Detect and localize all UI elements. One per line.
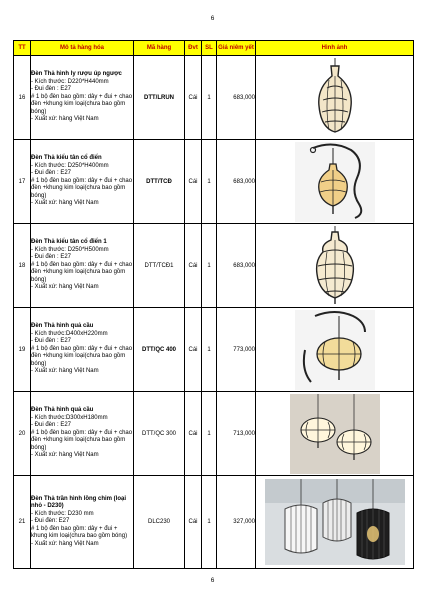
spec-line: # 1 bộ đèn bao gồm: dây + đui + chao đèn +khung kim loại(chưa bao gồm bóng): [31, 177, 133, 199]
price: 683,000: [217, 56, 256, 140]
row-description: [31, 392, 134, 476]
spec-line: - Đui đèn : E27: [31, 254, 72, 261]
spec-line: # 1 bộ đèn bao gồm: dây + đui + chao đèn +khung kim loại(chưa bao gồm bóng): [31, 261, 133, 283]
spec-line: # 1 bộ đèn bao gồm: dây + đui + chao đèn +khung kim loại(chưa bao gồm bóng): [31, 93, 133, 115]
product-title: Đèn Thả kiểu tân cổ điển 1: [31, 239, 107, 246]
quantity: 1: [202, 140, 217, 224]
product-photo: [256, 392, 414, 476]
row-number: 20: [14, 392, 31, 476]
quantity: 1: [202, 392, 217, 476]
row-description: [31, 224, 134, 308]
product-code: DTT/TCĐ1: [134, 224, 185, 308]
header-image: Hình ảnh: [256, 41, 414, 56]
header-description: Mô tả hàng hóa: [31, 41, 134, 56]
quantity: 1: [202, 56, 217, 140]
price: 327,000: [217, 476, 256, 569]
product-code: DTT/QC 400: [134, 308, 185, 392]
page-number-top: 6: [210, 15, 215, 22]
lamp-wine-glass-icon: [305, 58, 365, 138]
spec-line: - Xuất xứ: hàng Việt Nam: [31, 368, 99, 375]
row-description: [31, 140, 134, 224]
spec-line: # 1 bộ đèn bao gồm: dây + đui + khung kim loại(chưa bao gồm bóng): [31, 525, 128, 540]
spec-line: - Xuất xứ: hàng Việt Nam: [31, 540, 99, 547]
spec-line: - Xuất xứ: hàng Việt Nam: [31, 200, 99, 207]
table-row: [14, 224, 414, 308]
product-title: Đèn Thả trần hình lồng chim (loại nhỏ - D230): [31, 495, 127, 510]
unit: Cái: [185, 308, 202, 392]
product-title: Đèn Thả hình quả cầu: [31, 407, 94, 414]
lamp-neoclassical-arm-icon: [295, 142, 375, 222]
row-description: [31, 56, 134, 140]
spec-line: - Xuất xứ: hàng Việt Nam: [31, 452, 99, 459]
price: 773,000: [217, 308, 256, 392]
spec-line: - Kích thước: D250*H400mm: [31, 162, 109, 169]
spec-line: - Kích thước:D300xH180mm: [31, 414, 108, 421]
product-title: Đèn Thả kiểu tân cổ điển: [31, 155, 102, 162]
unit: Cái: [185, 476, 202, 569]
spec-line: - Kích thước: D230 mm: [31, 510, 94, 517]
spec-line: - Đui đèn : E27: [31, 338, 72, 345]
spec-line: - Kích thước: D250*H500mm: [31, 246, 109, 253]
table-row: [14, 56, 414, 140]
spec-line: # 1 bộ đèn bao gồm: dây + đui + chao đèn +khung kim loại(chưa bao gồm bóng): [31, 345, 133, 367]
table-row: [14, 392, 414, 476]
spec-line: - Đui đèn : E27: [31, 422, 72, 429]
header-price: Giá niêm yết: [217, 41, 256, 56]
product-title: Đèn Thả hình quả cầu: [31, 323, 94, 330]
row-description: [31, 308, 134, 392]
product-code: DTT/TCĐ: [134, 140, 185, 224]
row-number: 17: [14, 140, 31, 224]
lamp-globe-pair-icon: [290, 394, 380, 474]
quantity: 1: [202, 224, 217, 308]
quantity: 1: [202, 476, 217, 569]
quantity: 1: [202, 308, 217, 392]
product-photo: [256, 476, 414, 569]
table-row: [14, 140, 414, 224]
table-row: [14, 476, 414, 569]
row-number: 21: [14, 476, 31, 569]
spec-line: - Đui đèn : E27: [31, 170, 72, 177]
product-title: Đèn Thả hình ly rượu úp ngược: [31, 71, 122, 78]
spec-line: - Xuất xứ: hàng Việt Nam: [31, 116, 99, 123]
lamp-neoclassical-icon: [305, 226, 365, 306]
unit: Cái: [185, 224, 202, 308]
header-tt: TT: [14, 41, 31, 56]
price: 683,000: [217, 140, 256, 224]
row-number: 18: [14, 224, 31, 308]
table-row: [14, 308, 414, 392]
lamp-birdcage-icon: [265, 479, 405, 565]
price: 713,000: [217, 392, 256, 476]
row-number: 19: [14, 308, 31, 392]
product-photo: [256, 140, 414, 224]
row-number: 16: [14, 56, 31, 140]
unit: Cái: [185, 140, 202, 224]
spec-line: - Kích thước: D220*H440mm: [31, 78, 109, 85]
spec-line: - Đui đèn : E27: [31, 86, 72, 93]
page-number-bottom: 6: [210, 577, 215, 584]
product-code: DLC230: [134, 476, 185, 569]
header-quantity: SL: [202, 41, 217, 56]
spec-line: # 1 bộ đèn bao gồm: dây + đui + chao đèn +khung kim loại(chưa bao gồm bóng): [31, 429, 133, 451]
product-photo: [256, 224, 414, 308]
product-photo: [256, 56, 414, 140]
table-header-row: [14, 41, 414, 56]
price: 683,000: [217, 224, 256, 308]
product-code: DTT/QC 300: [134, 392, 185, 476]
spec-line: - Kích thước:D400xH220mm: [31, 330, 108, 337]
header-unit: Đvt: [185, 41, 202, 56]
row-description: [31, 476, 134, 569]
product-code: DTT/LRUN: [134, 56, 185, 140]
spec-line: - Xuất xứ: hàng Việt Nam: [31, 284, 99, 291]
product-photo: [256, 308, 414, 392]
header-code: Mã hàng: [134, 41, 185, 56]
unit: Cái: [185, 56, 202, 140]
product-table: [13, 40, 414, 569]
unit: Cái: [185, 392, 202, 476]
lamp-globe-arm-icon: [295, 310, 375, 390]
spec-line: - Đui đèn: E27: [31, 518, 70, 525]
